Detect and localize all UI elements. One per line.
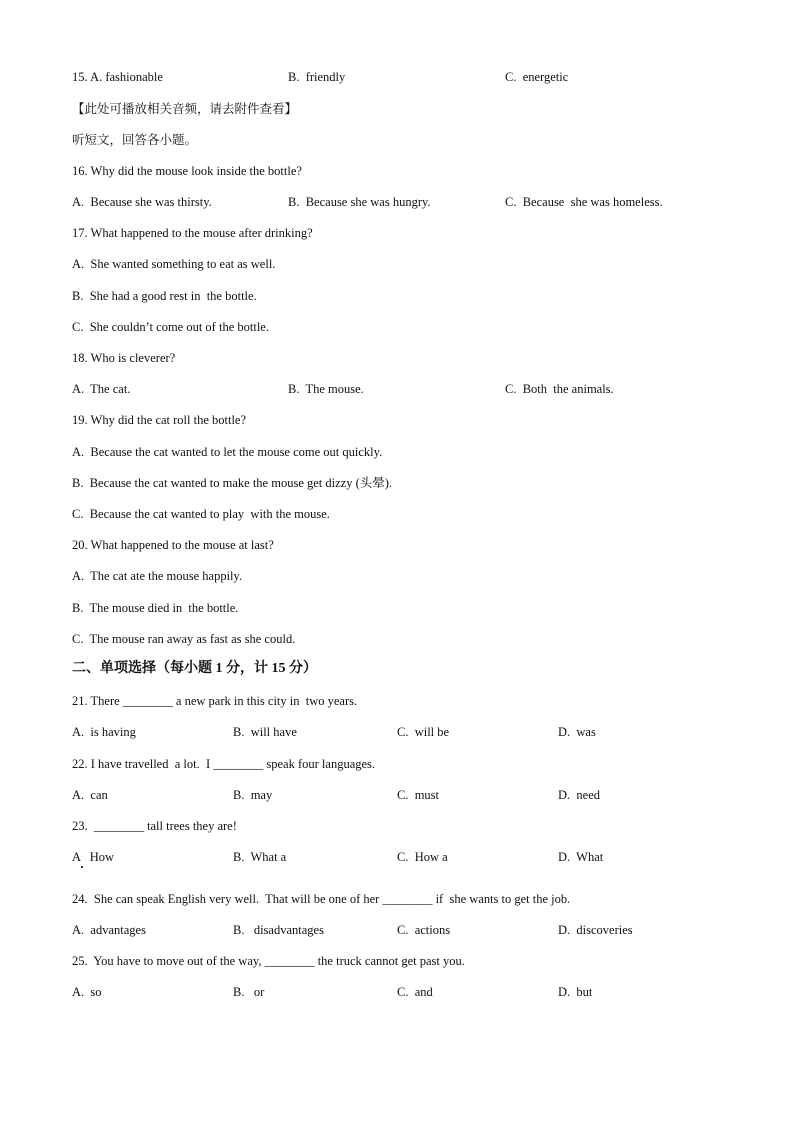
question-19-stem: 19. Why did the cat roll the bottle? <box>72 413 247 427</box>
question-22-stem: 22. I have travelled a lot. I ________ speak four languages. <box>72 757 376 771</box>
question-15-option-c: C. energetic <box>505 70 569 84</box>
audio-note: 【此处可播放相关音频，请去附件查看】 <box>72 102 298 116</box>
question-20-option-a: A. The cat ate the mouse happily. <box>72 569 243 583</box>
question-23-option-d: D. What <box>558 850 604 864</box>
question-18-option-c: C. Both the animals. <box>505 382 614 396</box>
question-19-option-c: C. Because the cat wanted to play with the mouse. <box>72 507 330 521</box>
question-15-option-b: B. friendly <box>288 70 346 84</box>
question-17-option-b: B. She had a good rest in the bottle. <box>72 289 257 303</box>
question-22-option-d: D. need <box>558 788 600 802</box>
question-18-option-b: B. The mouse. <box>288 382 364 396</box>
question-20-option-b: B. The mouse died in the bottle. <box>72 601 239 615</box>
question-15-option-a: 15. A. fashionable <box>72 70 163 84</box>
question-18-stem: 18. Who is cleverer? <box>72 351 176 365</box>
question-16-option-b: B. Because she was hungry. <box>288 195 431 209</box>
question-21-option-a: A. is having <box>72 725 136 739</box>
question-25-option-d: D. but <box>558 985 593 999</box>
question-21-option-c: C. will be <box>397 725 450 739</box>
question-21-stem: 21. There ________ a new park in this city in two years. <box>72 694 358 708</box>
question-24-option-b: B. disadvantages <box>233 923 324 937</box>
question-21-option-d: D. was <box>558 725 596 739</box>
question-16-option-a: A. Because she was thirsty. <box>72 195 212 209</box>
question-16-stem: 16. Why did the mouse look inside the bottle? <box>72 164 302 178</box>
question-24-stem: 24. She can speak English very well. That will be one of her ________ if she wants to get the job. <box>72 892 571 906</box>
question-25-stem: 25. You have to move out of the way, ________ the truck cannot get past you. <box>72 954 465 968</box>
question-23-option-b: B. What a <box>233 850 287 864</box>
stray-dot <box>81 866 83 868</box>
question-22-option-a: A. can <box>72 788 108 802</box>
question-24-option-d: D. discoveries <box>558 923 633 937</box>
question-18-option-a: A. The cat. <box>72 382 131 396</box>
question-17-stem: 17. What happened to the mouse after drinking? <box>72 226 313 240</box>
question-24-option-c: C. actions <box>397 923 451 937</box>
question-24-option-a: A. advantages <box>72 923 146 937</box>
question-19-option-b: B. Because the cat wanted to make the mouse get dizzy (头晕). <box>72 476 393 490</box>
question-21-option-b: B. will have <box>233 725 297 739</box>
question-17-option-c: C. She couldn’t come out of the bottle. <box>72 320 269 334</box>
question-25-option-b: B. or <box>233 985 265 999</box>
question-17-option-a: A. She wanted something to eat as well. <box>72 257 276 271</box>
section-2-title: 二、单项选择（每小题 1 分，计 15 分） <box>72 661 317 676</box>
question-22-option-b: B. may <box>233 788 273 802</box>
question-16-option-c: C. Because she was homeless. <box>505 195 663 209</box>
question-22-option-c: C. must <box>397 788 440 802</box>
question-23-stem: 23. ________ tall trees they are! <box>72 819 237 833</box>
question-20-option-c: C. The mouse ran away as fast as she could. <box>72 632 296 646</box>
listening-instruction: 听短文，回答各小题。 <box>72 133 198 147</box>
question-23-option-c: C. How a <box>397 850 448 864</box>
question-19-option-a: A. Because the cat wanted to let the mouse come out quickly. <box>72 445 383 459</box>
question-25-option-c: C. and <box>397 985 433 999</box>
question-23-option-a: A How <box>72 850 115 864</box>
question-20-stem: 20. What happened to the mouse at last? <box>72 538 274 552</box>
question-25-option-a: A. so <box>72 985 102 999</box>
